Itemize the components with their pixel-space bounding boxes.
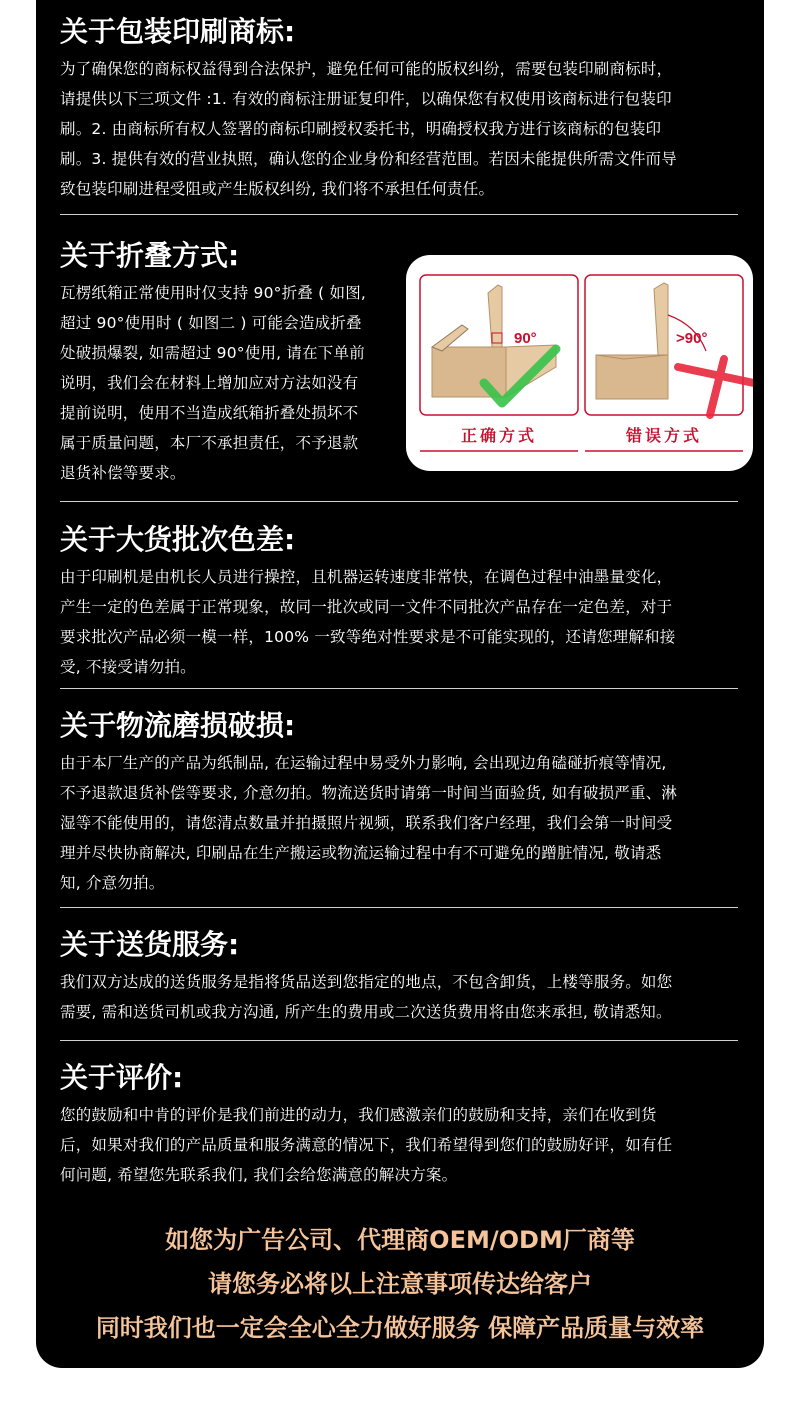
footer-notice xyxy=(36,1218,764,1350)
section-title: 关于包装印刷商标: xyxy=(60,15,296,48)
body-line: 由于本厂生产的产品为纸制品, 在运输过程中易受外力影响, 会出现边角磕碰折痕等情况, xyxy=(60,754,667,772)
body-line: 知, 介意勿拍。 xyxy=(60,874,165,892)
body-line: 需要, 需和送货司机或我方沟通, 所产生的费用或二次送货费用将由您来承担, 敬请悉知。 xyxy=(60,1003,672,1021)
body-line: 处破损爆裂, 如需超过 90°使用, 请在下单前 xyxy=(60,344,365,362)
section-title: 关于物流磨损破损: xyxy=(60,709,296,742)
wrong-angle-label: >90° xyxy=(676,330,708,347)
correct-caption: 正确方式 xyxy=(460,426,537,445)
wrong-caption: 错误方式 xyxy=(625,426,702,445)
section-trademark xyxy=(60,14,740,204)
footer-line: 请您务必将以上注意事项传达给客户 xyxy=(208,1270,592,1298)
section-folding xyxy=(60,238,400,488)
body-line: 产生一定的色差属于正常现象，故同一批次或同一文件不同批次产品存在一定色差，对于 xyxy=(60,598,673,616)
correct-angle-label: 90° xyxy=(514,330,537,347)
section-body xyxy=(60,748,740,898)
section-title: 关于评价: xyxy=(60,1061,184,1094)
body-line: 我们双方达成的送货服务是指将货品送到您指定的地点，不包含卸货，上楼等服务。如您 xyxy=(60,973,673,991)
body-line: 退货补偿等要求。 xyxy=(60,464,186,482)
body-line: 刷。3. 提供有效的营业执照，确认您的企业身份和经营范围。若因未能提供所需文件而导 xyxy=(60,150,677,168)
section-body xyxy=(60,562,740,682)
body-line: 理并尽快协商解决, 印刷品在生产搬运或物流运输过程中有不可避免的蹭脏情况, 敬请悉 xyxy=(60,844,662,862)
section-divider xyxy=(60,688,738,689)
footer-line: 如您为广告公司、代理商OEM/ODM厂商等 xyxy=(165,1226,635,1254)
cross-icon xyxy=(678,359,753,415)
body-line: 由于印刷机是由机长人员进行操控，且机器运转速度非常快，在调色过程中油墨量变化， xyxy=(60,568,673,586)
section-body xyxy=(60,1100,740,1190)
body-line: 何问题, 希望您先联系我们, 我们会给您满意的解决方案。 xyxy=(60,1166,458,1184)
section-title: 关于折叠方式: xyxy=(60,239,240,272)
footer-line: 同时我们也一定会全心全力做好服务 保障产品质量与效率 xyxy=(95,1314,705,1342)
section-divider xyxy=(60,501,738,502)
body-line: 后，如果对我们的产品质量和服务满意的情况下，我们希望得到您们的鼓励好评，如有任 xyxy=(60,1136,673,1154)
section-body xyxy=(60,967,740,1027)
section-delivery xyxy=(60,927,740,1027)
section-body xyxy=(60,54,740,204)
section-color-diff xyxy=(60,522,740,682)
body-line: 请提供以下三项文件 :1. 有效的商标注册证复印件，以确保您有权使用该商标进行包装印 xyxy=(60,90,672,108)
section-divider xyxy=(60,1040,738,1041)
body-line: 说明，我们会在材料上增加应对方法如没有 xyxy=(60,374,359,392)
body-line: 湿等不能使用的，请您清点数量并拍摄照片视频，联系我们客户经理，我们会第一时间受 xyxy=(60,814,673,832)
folding-illustration xyxy=(406,255,753,471)
body-line: 受, 不接受请勿拍。 xyxy=(60,658,196,676)
correct-box xyxy=(432,285,556,397)
section-divider xyxy=(60,214,738,215)
body-line: 瓦楞纸箱正常使用时仅支持 90°折叠 ( 如图, xyxy=(60,284,367,302)
body-line: 致包装印刷进程受阻或产生版权纠纷, 我们将不承担任何责任。 xyxy=(60,180,495,198)
body-line: 为了确保您的商标权益得到合法保护，避免任何可能的版权纠纷，需要包装印刷商标时， xyxy=(60,60,673,78)
section-review xyxy=(60,1060,740,1190)
body-line: 提前说明，使用不当造成纸箱折叠处损坏不 xyxy=(60,404,359,422)
section-divider xyxy=(60,907,738,908)
body-line: 超过 90°使用时 ( 如图二 ) 可能会造成折叠 xyxy=(60,314,362,332)
section-title: 关于送货服务: xyxy=(60,928,240,961)
body-line: 刷。2. 由商标所有权人签署的商标印刷授权委托书，明确授权我方进行该商标的包装印 xyxy=(60,120,662,138)
section-logistics xyxy=(60,708,740,898)
section-body xyxy=(60,278,400,488)
body-line: 不予退款退货补偿等要求, 介意勿拍。物流送货时请第一时间当面验货, 如有破损严重、淋 xyxy=(60,784,678,802)
body-line: 要求批次产品必须一模一样，100% 一致等绝对性要求是不可能实现的，还请您理解和接 xyxy=(60,628,676,646)
body-line: 属于质量问题，本厂不承担责任，不予退款 xyxy=(60,434,359,452)
section-title: 关于大货批次色差: xyxy=(60,523,296,556)
body-line: 您的鼓励和中肯的评价是我们前进的动力，我们感激亲们的鼓励和支持，亲们在收到货 xyxy=(60,1106,657,1124)
